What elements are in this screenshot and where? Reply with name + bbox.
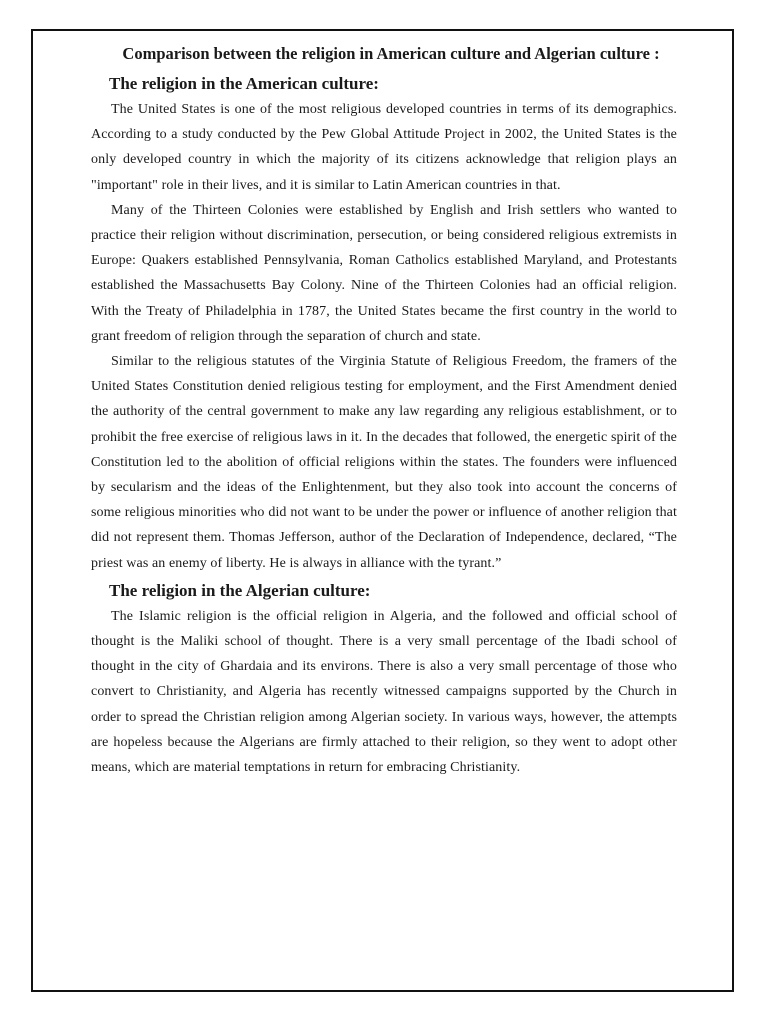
paragraph: Many of the Thirteen Colonies were established by English and Irish settlers who wanted to practice their religion without discrimination, persecution, or being considered religious extremists in Europe: Quakers established Pennsylvania, Roman Catholics established Maryland, and Protestants established the Massachusetts Bay Colony. Nine of the Thirteen Colonies had an official religion. With the Treaty of Philadelphia in 1787, the United States became the first country in the world to grant freedom of religion through the separation of church and state. — [91, 202, 677, 344]
document-title: Comparison between the religion in American culture and Algerian culture : — [122, 44, 660, 63]
paragraph: Similar to the religious statutes of the Virginia Statute of Religious Freedom, the framers of the United States Constitution denied religious testing for employment, and the First Amendment denied the authority of the central government to make any law regarding any religious establishment, or to prohibit the free exercise of religious laws in it. In the decades that followed, the energetic spirit of the Constitution led to the abolition of official religions within the states. The founders were influenced by secularism and the ideas of the Enlightenment, but they also took into account the concerns of some religious minorities who did not want to be under the power or influence of another religion that did not represent them. Thomas Jefferson, author of the Declaration of Independence, declared, “The priest was an enemy of liberty. He is always in alliance with the tyrant.” — [91, 354, 677, 571]
section-algerian — [91, 578, 677, 780]
paragraph: The United States is one of the most religious developed countries in terms of its demographics. According to a study conducted by the Pew Global Attitude Project in 2002, the United States is the only developed country in which the majority of its citizens acknowledge that religion plays an "important" role in their lives, and it is similar to Latin American countries in that. — [91, 102, 677, 193]
section-heading-american: The religion in the American culture: — [109, 74, 379, 93]
paragraph: The Islamic religion is the official religion in Algeria, and the followed and official school of thought is the Maliki school of thought. There is a very small percentage of the Ibadi school of thought in the city of Ghardaia and its environs. There is also a very small percentage of those who convert to Christianity, and Algeria has recently witnessed campaigns supported by the Church in order to spread the Christian religion among Algerian society. In various ways, however, the attempts are hopeless because the Algerians are firmly attached to their religion, so they went to adopt other means, which are material temptations in return for embracing Christianity. — [91, 608, 677, 776]
section-heading-algerian: The religion in the Algerian culture: — [109, 580, 371, 600]
document-body — [91, 40, 677, 780]
section-american — [91, 71, 677, 576]
